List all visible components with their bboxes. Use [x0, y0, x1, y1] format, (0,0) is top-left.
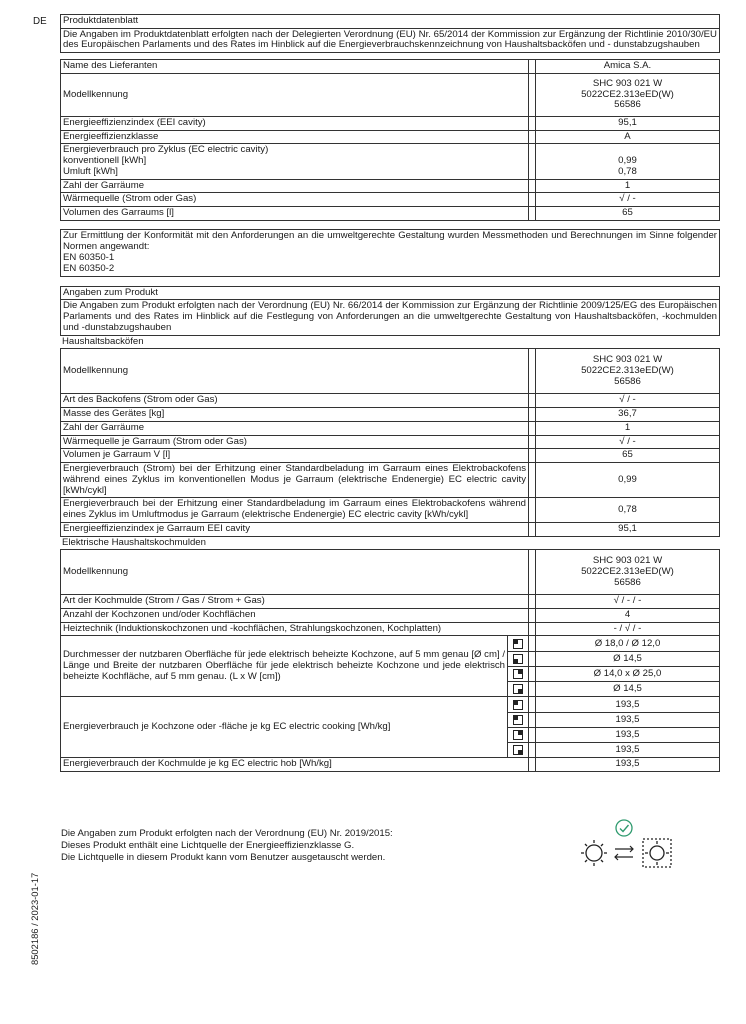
hob-model-value: [536, 550, 719, 594]
table-row: [61, 522, 719, 536]
oven-mass-value: 36,7: [618, 408, 637, 420]
cavities-value: 1: [624, 179, 631, 191]
zone-row: [507, 651, 719, 666]
model-line: 5022CE2.313eED(W): [581, 565, 674, 577]
hob-diameter-label: Durchmesser der nutzbaren Oberfläche für jede elektrisch beheizte Kochzone, auf 5 mm genau [Ø cm] / Länge und Breite der nutzbaren Oberfläche für jede elektrisch beheizte Kochzone und jede elektrisch beheizte Kochfläche, auf 5 mm genau. (L x W [cm]): [63, 649, 505, 682]
table-row: [61, 179, 719, 193]
table-row: [61, 349, 719, 393]
eei-label: Energieeffizienzindex (EEI cavity): [63, 116, 206, 128]
hob-type-label: Art der Kochmulde (Strom / Gas / Strom + Gas): [63, 595, 265, 607]
zone-row: [507, 697, 719, 712]
supplier-label: Name des Lieferanten: [63, 60, 158, 72]
footer-line: Die Lichtquelle in diesem Produkt kann vom Benutzer ausgetauscht werden.: [61, 851, 386, 863]
class-label: Energieeffizienzklasse: [63, 130, 159, 142]
zone-energy: 193,5: [615, 714, 640, 726]
zone-row: [507, 742, 719, 757]
ovens-table: [60, 348, 720, 536]
volume-label: Volumen des Garraums [l]: [63, 207, 174, 219]
ec-label: [61, 144, 528, 178]
table-row: [61, 192, 719, 206]
ec-title: Energieverbrauch pro Zyklus (EC electric cavity): [63, 144, 269, 156]
model-line: 56586: [614, 375, 641, 387]
table-row: [61, 206, 719, 220]
product-info-box: [60, 286, 720, 336]
oven-model-value: [536, 349, 719, 393]
model-line: 5022CE2.313eED(W): [581, 88, 674, 100]
norms-text: Zur Ermittlung der Konformität mit den Anforderungen an die umweltgerechte Gestaltung wurden Messmethoden und Berechnungen im Sinne folgender Normen angewandt:: [63, 229, 717, 252]
oven-cavities-value: 1: [624, 421, 631, 433]
table-row: [61, 622, 719, 636]
replaceable-light-icons: [578, 818, 688, 874]
product-info-text: Die Angaben zum Produkt erfolgten nach der Verordnung (EU) Nr. 66/2014 der Kommission zur Ergänzung der Richtlinie 2009/125/EG des Europäischen Parlaments und des Rates im Hinblick auf die Festlegung von Anforderungen an die umweltgerechte Gestaltung von Haushaltsbacköfen, -kochmulden und -dunstabzugshauben: [63, 300, 717, 333]
header-box: [60, 14, 720, 53]
oven-type-value: √ / -: [619, 394, 636, 406]
norm-2: EN 60350-2: [63, 263, 115, 275]
zone-energy: 193,5: [615, 698, 640, 710]
hob-ec-zone-values: [507, 697, 719, 757]
hob-zone-bottom-right-icon: [507, 743, 528, 757]
norm-1: EN 60350-1: [63, 252, 115, 264]
hob-tech-value: - / √ / -: [613, 622, 642, 634]
product-data-sheet: [60, 14, 720, 772]
model-label: Modellkennung: [63, 88, 129, 100]
oven-volume-value: 65: [622, 449, 633, 461]
model-line: 56586: [614, 576, 641, 588]
ovens-title: Haushaltsbacköfen: [62, 335, 144, 347]
energy-label-table: [60, 59, 720, 221]
model-line: SHC 903 021 W: [592, 77, 663, 89]
ec-fan-value: 0,78: [618, 165, 637, 177]
hob-diameter-values: [507, 636, 719, 696]
sheet-title: Produktdatenblatt: [61, 15, 719, 29]
oven-eei-value: 95,1: [618, 522, 637, 534]
language-code: DE: [33, 16, 47, 27]
oven-volume-label: Volumen je Garraum V [l]: [63, 449, 171, 461]
model-line: SHC 903 021 W: [592, 354, 663, 366]
oven-type-label: Art des Backofens (Strom oder Gas): [63, 394, 218, 406]
zone-row: [507, 727, 719, 742]
zone-row: [507, 712, 719, 727]
oven-heat-label: Wärmequelle je Garraum (Strom oder Gas): [63, 435, 247, 447]
ec-conv-value: 0,99: [618, 155, 637, 167]
heat-source-value: √ / -: [619, 193, 636, 205]
ec-fan-label: Umluft [kWh]: [63, 165, 118, 177]
table-row: [61, 608, 719, 622]
bulb-icon: [643, 839, 671, 867]
cavities-label: Zahl der Garräume: [63, 179, 145, 191]
product-info-title: Angaben zum Produkt: [61, 287, 719, 301]
hob-zone-bottom-right-icon: [507, 682, 528, 696]
table-row: [61, 635, 719, 696]
light-source-note: [61, 828, 393, 864]
swap-arrows-icon: [615, 846, 633, 860]
hob-zone-top-left-icon: [507, 713, 528, 727]
oven-ec-fan-label: Energieverbrauch bei der Erhitzung einer Standardbeladung im Garraum eines Elektrobackofens während eines Zyklus im Umluftmodus je Garraum (elektrische Endenergie) EC electric cavity [kWh/cykl]: [63, 498, 526, 521]
ec-conv-label: konventionell [kWh]: [63, 155, 147, 167]
zone-diameter: Ø 14,0 x Ø 25,0: [593, 668, 662, 680]
zone-energy: 193,5: [615, 729, 640, 741]
table-row: [61, 462, 719, 497]
hob-zones-label: Anzahl der Kochzonen und/oder Kochflächen: [63, 608, 256, 620]
hob-ec-zone-label: Energieverbrauch je Kochzone oder -fläche je kg EC electric cooking [Wh/kg]: [63, 721, 391, 733]
zone-row: [507, 666, 719, 681]
norms-box: [60, 229, 720, 277]
volume-value: 65: [622, 207, 633, 219]
checkmark-icon: [616, 820, 632, 836]
table-row: [61, 393, 719, 407]
hob-zone-bottom-left-icon: [507, 652, 528, 666]
model-line: 56586: [614, 99, 641, 111]
hob-zone-top-left-icon: [507, 697, 528, 712]
hob-ec-total-value: 193,5: [615, 758, 640, 770]
zone-diameter: Ø 14,5: [613, 653, 642, 665]
table-row: [61, 130, 719, 144]
bulb-icon: [581, 840, 607, 866]
footer-line: Dieses Produkt enthält eine Lichtquelle der Energieeffizienzklasse G.: [61, 839, 355, 851]
table-row: [61, 407, 719, 421]
ec-values: [536, 144, 719, 178]
table-row: [61, 60, 719, 73]
table-row: [61, 550, 719, 594]
oven-mass-label: Masse des Gerätes [kg]: [63, 408, 165, 420]
hob-type-value: √ / - / -: [613, 595, 642, 607]
hob-zone-top-right-icon: [507, 667, 528, 681]
table-row: [61, 421, 719, 435]
zone-diameter: Ø 14,5: [613, 683, 642, 695]
eei-value: 95,1: [618, 116, 637, 128]
hob-zones-value: 4: [624, 608, 631, 620]
document-code: 8502186 / 2023-01-17: [29, 872, 40, 965]
hob-tech-label: Heiztechnik (Induktionskochzonen und -kochflächen, Strahlungskochzonen, Kochplatten): [63, 622, 442, 634]
table-row: [61, 594, 719, 608]
intro-text: Die Angaben im Produktdatenblatt erfolgten nach der Delegierten Verordnung (EU) Nr. 65/2014 der Kommission zur Ergänzung der Richtlinie 2010/30/EU des Europäischen Parlaments und des Rates im Hinblick auf die Energieverbrauchskennzeichnung von Haushaltsbacköfen und - dunstabzugshauben: [63, 28, 717, 51]
table-row: [61, 757, 719, 771]
footer-line: Die Angaben zum Produkt erfolgten nach der Verordnung (EU) Nr. 2019/2015:: [61, 828, 393, 839]
model-value: [536, 74, 719, 116]
hob-model-label: Modellkennung: [63, 565, 129, 577]
model-line: SHC 903 021 W: [592, 555, 663, 567]
oven-ec-conv-label: Energieverbrauch (Strom) bei der Erhitzung einer Standardbeladung im Garraum eines Elektrobackofens während eines Zyklus im konventionellen Modus je Garraum (elektrische Endenergie) EC electric cavity [kWh/cykl]: [63, 463, 526, 496]
zone-energy: 193,5: [615, 744, 640, 756]
oven-ec-conv-value: 0,99: [618, 473, 637, 485]
class-value: A: [624, 130, 631, 142]
hobs-table: [60, 549, 720, 772]
hob-ec-total-label: Energieverbrauch der Kochmulde je kg EC electric hob [Wh/kg]: [63, 758, 332, 770]
zone-row: [507, 681, 719, 696]
heat-source-label: Wärmequelle (Strom oder Gas): [63, 193, 197, 205]
table-row: [61, 116, 719, 130]
table-row: [61, 143, 719, 178]
model-line: 5022CE2.313eED(W): [581, 365, 674, 377]
table-row: [61, 435, 719, 449]
table-row: [61, 448, 719, 462]
oven-model-label: Modellkennung: [63, 365, 129, 377]
oven-eei-label: Energieeffizienzindex je Garraum EEI cavity: [63, 522, 250, 534]
oven-cavities-label: Zahl der Garräume: [63, 421, 145, 433]
table-row: [61, 497, 719, 521]
oven-ec-fan-value: 0,78: [618, 503, 637, 515]
table-row: [61, 73, 719, 116]
supplier-value: Amica S.A.: [603, 60, 652, 72]
hob-zone-top-right-icon: [507, 728, 528, 742]
zone-diameter: Ø 18,0 / Ø 12,0: [594, 637, 661, 649]
oven-heat-value: √ / -: [619, 435, 636, 447]
hobs-title: Elektrische Haushaltskochmulden: [62, 536, 206, 548]
hob-zone-top-left-icon: [507, 636, 528, 651]
zone-row: [507, 636, 719, 651]
table-row: [61, 696, 719, 757]
